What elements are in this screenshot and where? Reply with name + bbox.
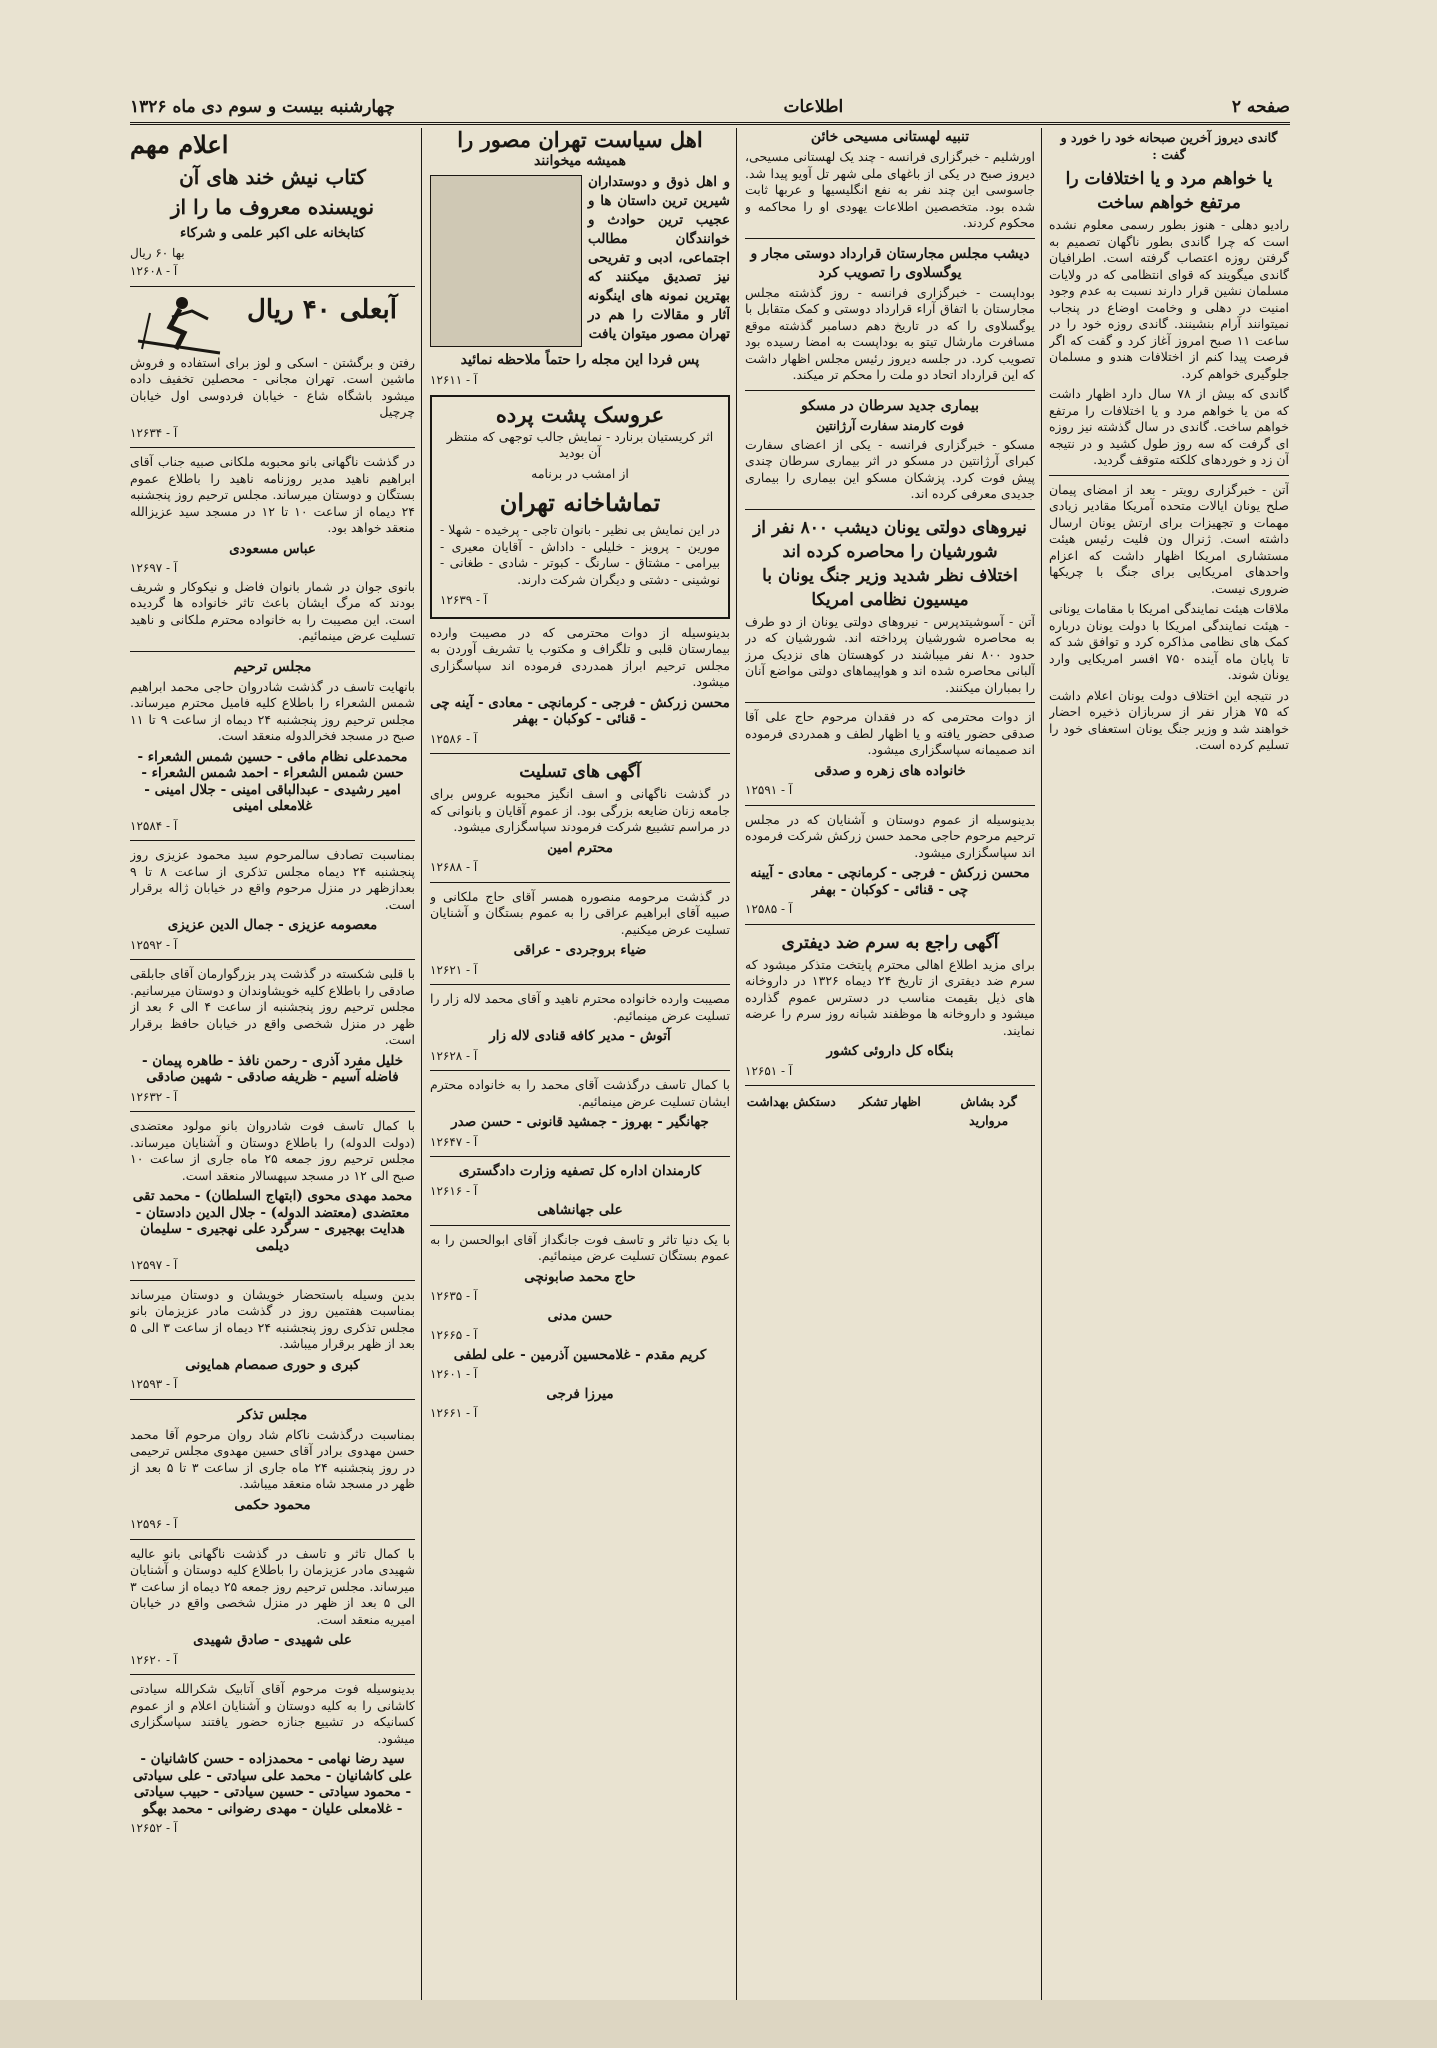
condolence-4-code: آ - ۱۲۶۴۷: [430, 1134, 478, 1149]
divider: [130, 1674, 415, 1675]
divider: [745, 238, 1035, 239]
condolence-1-code: آ - ۱۲۶۸۸: [430, 860, 478, 874]
column-news: [745, 128, 1035, 2014]
divider: [1049, 475, 1289, 476]
serum-code: آ - ۱۲۶۵۱: [745, 1063, 793, 1078]
tazakor-3: بدینوسیله فوت مرحوم آقای آتابیک شکرالله سیادتی کاشانی را به کلیه دوستان و آشنایان اعلام و از عموم کسانیکه در تشییع جنازه حضور یافتند سپاسگزاری میشود.: [130, 1681, 415, 1746]
portrait-image: [430, 175, 582, 347]
play-from-tonight: از امشب در برنامه: [531, 465, 629, 481]
condolence-3-sign: آتوش - مدیر کافه قنادی لاله زار: [489, 1028, 671, 1044]
gandhi-body-1: رادیو دهلی - هنوز بطور رسمی معلوم نشده است که چرا گاندی بطور ناگهان تصمیم به گرفتن روزه اعتصاب گرفته است. اطرافیان گاندی میگویند که قوای انتظامی که در ولایات مسلمان نشین قرار دارند نسبت به عدم وجود امنیت در دهلی و وخامت اوضاع در پنجاب نمیتوانند آرام بنشینند. گاندی روزه خود را در ساعت ۱۱ صبح امروز آغاز کرد و گفت که اگر فرصت پیدا کنم از اختلافات هندو و مسلمان جلوگیری خواهم کرد.: [1049, 217, 1289, 381]
thanks-ad-1-code: آ - ۱۲۵۹۱: [745, 783, 793, 797]
cancer-body: مسکو - خبرگزاری فرانسه - یکی از اعضای سفارت کبرای آرژانتین در مسکو در اثر بیماری سرطان چندی پیش فوت کرد. پزشکان مسکو این بیماری را بیماری جدیدی معرفی کرده اند.: [745, 436, 1035, 501]
greece-dispute-headline: اختلاف نظر شدید وزیر جنگ یونان با میسیون نظامی امریکا: [762, 565, 1018, 610]
divider: [745, 1085, 1035, 1086]
condolence-10-sign: میرزا فرجی: [546, 1385, 614, 1402]
tazakor-heading: مجلس تذکر: [237, 1406, 308, 1423]
greece-body-4: ملاقات هیئت نمایندگی امریکا با مقامات یونانی - هیئت نمایندگی امریکا با دولت یونان درباره کمک های نظامی مذاکره کرد و توافق شد که تا پایان ماه آینده ۷۵۰ افسر امریکایی وارد یونان شوند.: [1049, 601, 1289, 682]
tazakor-1-code: آ - ۱۲۵۹۶: [130, 1517, 178, 1531]
thanks-ad-3-code: آ - ۱۲۵۸۶: [430, 731, 478, 746]
column-world-news: [1049, 128, 1289, 2014]
majlis-3-sign: خلیل مفرد آذری - رحمن نافذ - طاهره پیمان - فاضله آسیم - ظریفه صادقی - شهین صادقی: [141, 1052, 404, 1085]
tazakor-2-sign: علی شهیدی - صادق شهیدی: [193, 1632, 352, 1648]
tazakor-3-code: آ - ۱۲۶۵۲: [130, 1821, 178, 1835]
page-header: [130, 92, 1290, 125]
hungary-headline: دیشب مجلس مجارستان قرارداد دوستی مجار و یوگسلاوی را تصویب کرد: [750, 245, 1030, 281]
notice-price: بها ۶۰ ریال: [130, 245, 185, 260]
divider: [130, 286, 415, 287]
thanks-ad-3: بدینوسیله از دوات محترمی که در مصیبت وارده بیمارستان قلبی و تلگراف و مکتوب یا تشریف آوردن به مجلس ترحیم ابراز همدردی فرموده اند سپاسگزاری میشود.: [430, 624, 730, 689]
tehran-mosavar-subheadline: همیشه میخوانند: [534, 153, 626, 169]
condolence-6-sign: علی جهانشاهی: [537, 1202, 623, 1218]
condolence-3: مصیبت وارده خانواده محترم ناهید و آقای محمد لاله زار را تسلیت عرض مینمائیم.: [430, 991, 730, 1023]
column-ads: [430, 128, 730, 2014]
divider: [430, 1156, 730, 1157]
divider: [430, 882, 730, 883]
gandhi-body-2: گاندی که بیش از ۷۸ سال دارد اظهار داشت که من یا خواهم مرد و یا اختلافات را مرتفع خواهم ساخت. گاندی در سال گذشته نیز روزه ای گرفت که سه روز طول کشید و در نتیجه آن زد و خوردهای کلکته متوقف گردید.: [1049, 386, 1289, 467]
condolence-4: با کمال تاسف درگذشت آقای محمد را به خانواده محترم ایشان تسلیت عرض مینمائیم.: [430, 1077, 730, 1109]
divider: [130, 1280, 415, 1281]
small-ads-row: [745, 1092, 1035, 1130]
thanks-ad-2: بدینوسیله از عموم دوستان و آشنایان که در مجلس ترحیم مرحوم حاجی محمد حسن زرکش شرکت فرموده اند سپاسگزاری میشود.: [745, 811, 1035, 860]
tazakor-1: بمناسبت درگذشت ناکام شاد روان مرحوم آقا محمد حسن مهدوی برادر آقای حسین مهدوی مجلس ترحیمی در روز پنجشنبه ۲۴ ماه جاری از ساعت ۳ تا ۵ بعد از ظهر در مسجد شاه منعقد میباشد.: [130, 1426, 415, 1491]
condolence-9-code: آ - ۱۲۶۰۱: [430, 1367, 478, 1381]
majlis-5-sign: کبری و حوری صمصام همایونی: [185, 1356, 360, 1373]
majlis-1-code: آ - ۱۲۵۸۴: [130, 818, 178, 833]
serum-sign: بنگاه کل داروئی کشور: [826, 1043, 954, 1059]
majlis-2-code: آ - ۱۲۵۹۲: [130, 937, 178, 952]
condolence-1: در گذشت ناگهانی و اسف انگیز محبوبه عروس برای جامعه زنان ضایعه بزرگی بود. از عموم آقایان و بانوانی که در مراسم تشییع شرکت فرمودند سپاسگزاری میشود.: [430, 786, 730, 834]
divider: [130, 959, 415, 960]
majlis-3: با قلبی شکسته در گذشت پدر بزرگوارمان آقای جابلقی صادقی را باطلاع کلیه خویشاوندان و دوستان میرسانیم. مجلس ترحیم روز پنجشنبه از ساعت ۴ الی ۶ بعد از ظهر در منزل شخصی واقع در خیابان حافظ برقرار است.: [130, 966, 415, 1047]
tehran-mosavar-body: و اهل ذوق و دوستداران شیرین ترین داستان ها و عجیب ترین حوادث و خوانندگان مطالب اجتماعی، ادبی و تفریحی نیز تصدیق میکنند که بهترین نمونه های اینگونه آثار و مقالات را هم در تهران مصور میتوان یافت: [588, 174, 730, 342]
thanks-ad-1: از دوات محترمی که در فقدان مرحوم حاج علی آقا صدقی حضور یافته و یا اظهار لطف و همدردی فرموده اند صمیمانه سپاسگزاری میشود.: [745, 709, 1035, 757]
cancer-subheadline: فوت کارمند سفارت آرژانتین: [815, 417, 965, 433]
condolence-5-code: آ - ۱۲۶۱۶: [430, 1183, 478, 1198]
condolence-10-code: آ - ۱۲۶۶۱: [430, 1406, 478, 1420]
majlis-heading: مجلس ترحیم: [233, 658, 312, 675]
page-bottom-edge: [0, 2000, 1437, 2048]
notice-code: آ - ۱۲۶۰۸: [130, 264, 178, 278]
column-rule: [421, 128, 422, 2014]
condolence-8-sign: حسن مدنی: [547, 1307, 613, 1324]
divider: [430, 1225, 730, 1226]
divider: [745, 702, 1035, 703]
notice-line-2: نویسنده معروف ما را از: [170, 195, 375, 219]
poland-body: اورشلیم - خبرگزاری فرانسه - چند یک لهستانی مسیحی، دیروز صبح در یکی از باغهای ملی شهر تل آویو پیدا شد. جاسوسی این چند نفر به نفع انگلیسیها و عربها ثابت شده بود. متخصصین اطلاعات یهودی او را محاکمه و محکوم کردند.: [745, 149, 1035, 230]
tehran-mosavar-headline: اهل سیاست تهران مصور را: [457, 128, 703, 152]
majlis-4: با کمال تاسف فوت شادروان بانو مولود معتضدی (دولت الدوله) را باطلاع دوستان و آشنایان میرساند. مجلس ترحیم روز جمعه ۲۵ ماه جاری از ساعت ۱۰ صبح الی ۱۲ در مسجد سپهسالار منعقد است.: [130, 1118, 415, 1183]
tehran-mosavar-code: آ - ۱۲۶۱۱: [430, 373, 478, 387]
greece-body-5: در نتیجه این اختلاف دولت یونان اعلام داشت که ۷۵ هزار نفر از سربازان ذخیره احضار خواهند شد و وزیر جنگ یونان استعفای خود را تسلیم کرده است.: [1049, 687, 1289, 752]
gandhi-headline: یا خواهم مرد و یا اختلافات را مرتفع خواهم ساخت: [1065, 169, 1273, 213]
skier-icon: [130, 293, 225, 355]
issue-date: چهارشنبه بیست و سوم دی ماه ۱۳۲۶: [130, 97, 395, 117]
page-number: صفحه ۲: [1231, 97, 1290, 117]
hungary-body: بوداپست - خبرگزاری فرانسه - روز گذشته مجلس مجارستان با اتفاق آراء قرارداد دوستی و کمک متقابل با یوگسلاوی را که در تاریخ دهم دسامبر گذشته موقع مسافرت مارشال تیتو به بوداپست به امضا رسیده بود تصویب کرد. در جلسه دیروز رئیس مجلس اظهار داشت که این قرارداد اتحاد دو ملت را محکم تر میکند.: [745, 284, 1035, 382]
condolence-7: با یک دنیا تاثر و تاسف فوت جانگداز آقای ابوالحسن را به عموم بستگان تسلیت عرض مینمائیم.: [430, 1231, 730, 1263]
condolence-4-sign: جهانگیر - بهروز - جمشید قانونی - حسن صدر: [451, 1114, 709, 1130]
thanks-ad-3-sign: محسن زرکش - فرجی - کرمانچی - معادی - آینه چی - قنائی - کوکبان - بهفر: [430, 694, 730, 727]
divider: [130, 1539, 415, 1540]
paper-name: اطلاعات: [783, 97, 844, 117]
death-notice-1-sign: عباس مسعودی: [229, 540, 316, 557]
column-rule: [736, 128, 737, 2014]
play-cast: در این نمایش بی نظیر - بانوان تاجی - پرخیده - شهلا - مورین - پرویز - خلیلی - داداش - آقایان معیری - بیرامی - مشتاق - سارنگ - کبوتر - شادی - طغانی - نوشینی - دشتی و دیگران شرکت دارند.: [440, 522, 720, 587]
majlis-5-code: آ - ۱۲۵۹۳: [130, 1377, 178, 1391]
majlis-1-sign: محمدعلی نظام مافی - حسین شمس الشعراء - حسن شمس الشعراء - احمد شمس الشعراء - امیر رشیدی - عبدالباقی امینی - جلال امینی - غلامعلی امینی: [137, 748, 408, 814]
condolence-heading: آگهی های تسلیت: [519, 762, 641, 782]
greece-headline: نیروهای دولتی یونان دیشب ۸۰۰ نفر از شورشیان را محاصره کرده اند: [753, 517, 1027, 562]
cancer-headline: بیماری جدید سرطان در مسکو: [800, 397, 980, 414]
divider: [430, 1070, 730, 1071]
divider: [130, 1111, 415, 1112]
divider: [130, 1399, 415, 1400]
divider: [130, 840, 415, 841]
notice-heading: اعلام مهم: [130, 130, 229, 159]
condolence-8-code: آ - ۱۲۶۶۵: [430, 1328, 478, 1342]
notice-publisher: کتابخانه علی اکبر علمی و شرکاء: [180, 225, 365, 241]
death-notice-1-code: آ - ۱۲۶۹۷: [130, 561, 178, 575]
small-ad-2: اظهار تشکر: [859, 1094, 921, 1109]
divider: [130, 651, 415, 652]
play-subtitle: اثر کریستیان برنارد - نمایش جالب توجهی که منتظر آن بودید: [446, 428, 714, 460]
theater-ad: [430, 395, 730, 619]
serum-headline: آگهی راجع به سرم ضد دیفتری: [781, 932, 999, 953]
notice-line-1: کتاب نیش خند های آن: [179, 165, 366, 189]
majlis-4-sign: محمد مهدی محوی (ابتهاج السلطان) - محمد تقی معتضدی (معتضد الدوله) - جلال الدین دادستان - هدایت بهجیری - سرگرد علی نهجیری - سلیمان دیلمی: [132, 1188, 413, 1254]
majlis-5: بدین وسیله باستحضار خویشان و دوستان میرساند بمناسبت هفتمین روز در گذشت مادر عزیزمان بانو مجلس تذکری روز پنجشنبه ۲۴ دیماه از ساعت ۳ الی ۵ بعد از ظهر برقرار میباشد.: [130, 1286, 415, 1351]
greece-body-3: آتن - خبرگزاری رویتر - بعد از امضای پیمان صلح یونان ایالات متحده آمریکا مقادیر زیادی مهمات و تجهیزات برای ارتش یونان ارسال داشته است. ژنرال ون فلیت رئیس هیئت مستشاری امریکا اظهار داشت که اعزام واحدهای امریکایی برای جنگ با چریکها ضروری نیست.: [1049, 481, 1289, 596]
tehran-mosavar-cta: پس فردا این مجله را حتماً ملاحظه نمائید: [460, 352, 700, 368]
thanks-ad-2-code: آ - ۱۲۵۸۵: [745, 902, 793, 916]
condolence-3-code: آ - ۱۲۶۲۸: [430, 1048, 478, 1063]
divider: [745, 924, 1035, 925]
condolence-1-sign: محترم امین: [547, 839, 613, 856]
gandhi-lead: گاندی دیروز آخرین صبحانه خود را خورد و گفت :: [1060, 130, 1278, 162]
serum-body: برای مزید اطلاع اهالی محترم پایتخت متذکر میشود که سرم ضد دیفتری از تاریخ ۲۴ دیماه ۱۳۲۶ در داروخانه های ذیل بقیمت مناسب در دسترس عموم گذارده میشود و داروخانه ها موظفند شبانه روز سرم را عرضه نمایند.: [745, 956, 1035, 1038]
majlis-4-code: آ - ۱۲۵۹۷: [130, 1258, 178, 1272]
thanks-ad-2-sign: محسن زرکش - فرجی - کرمانچی - معادی - آیینه چی - قنائی - کوکبان - بهفر: [750, 865, 1030, 898]
majlis-1: بانهایت تاسف در گذشت شادروان حاجی محمد ابراهیم شمس الشعراء را باطلاع کلیه فامیل محترم میرساند. مجلس ترحیم روز پنجشنبه ۲۴ دیماه از ساعت ۹ تا ۱۱ صبح در مسجد فخرالدوله منعقد است.: [130, 678, 415, 743]
tazakor-1-sign: محمود حکمی: [234, 1496, 311, 1513]
majlis-2-sign: معصومه عزیزی - جمال الدین عزیزی: [167, 917, 378, 933]
small-ad-1: گرد بشاش مروارید: [960, 1094, 1017, 1128]
poland-headline: تنبیه لهستانی مسیحی خائن: [810, 129, 970, 145]
ski-ad-code: آ - ۱۲۶۳۴: [130, 425, 178, 440]
ski-ad-title: آبعلی ۴۰ ریال: [247, 294, 397, 325]
condolence-2-sign: ضیاء بروجردی - عراقی: [513, 942, 647, 958]
column-notices: [130, 128, 415, 2014]
ski-ad-body: رفتن و برگشتن - اسکی و لوز برای استفاده و فروش ماشین است. تهران مجانی - محصلین تخفیف داده میشود باشگاه شاع - خیابان فردوسی اول خیابان چرچیل: [130, 354, 415, 419]
condolence-9-sign: کریم مقدم - غلامحسین آذرمین - علی لطفی: [453, 1346, 707, 1363]
condolence-7-code: آ - ۱۲۶۳۵: [430, 1289, 478, 1303]
tazakor-3-sign: سید رضا نهامی - محمدزاده - حسن کاشانیان - علی کاشانیان - محمد علی سیادتی - علی سیادتی - محمود سیادتی - حسین سیادتی - حبیب سیادتی - غلامعلی علیان - مهدی رضوانی - محمد بهگو: [132, 1751, 413, 1817]
divider: [430, 753, 730, 754]
divider: [430, 984, 730, 985]
majlis-2: بمناسبت تصادف سالمرحوم سید محمود عزیزی روز پنجشنبه ۲۴ دیماه مجلس تذکری از ساعت ۸ تا ۹ بعدازظهر در منزل مرحوم واقع در خیابان ژاله برقرار است.: [130, 847, 415, 912]
divider: [130, 447, 415, 448]
condolence-7-sign: حاج محمد صابونچی: [524, 1268, 636, 1285]
small-ad-3: دستکش بهداشت: [746, 1094, 836, 1109]
tazakor-2: با کمال تاثر و تاسف در گذشت ناگهانی بانو عالیه شهیدی مادر عزیزمان را باطلاع کلیه دوستان و آشنایان میرساند. مجلس ترحیم روز جمعه ۲۵ دیماه از ساعت ۳ الی ۵ بعد از ظهر در منزل شخصی واقع در خیابان امیریه منعقد است.: [130, 1545, 415, 1627]
divider: [745, 509, 1035, 510]
theater-name: تماشاخانه تهران: [499, 488, 661, 517]
condolence-5-sign: کارمندان اداره کل تصفیه وزارت دادگستری: [458, 1163, 702, 1179]
divider: [745, 805, 1035, 806]
column-rule: [1041, 128, 1042, 2014]
theater-code: آ - ۱۲۶۳۹: [440, 593, 488, 607]
condolence-2: در گذشت مرحومه منصوره همسر آقای حاج ملکانی و صبیه آقای ابراهیم عراقی را به عموم بستگان و آشنایان تسلیت عرض میکنیم.: [430, 888, 730, 937]
death-notice-1: در گذشت ناگهانی بانو محبوبه ملکانی صبیه جناب آقای ابراهیم ناهید مدیر روزنامه ناهید را باطلاع عموم بستگان و دوستان میرساند. مجلس ترحیم روز پنجشنبه ۲۴ دیماه از ساعت ۱۰ تا ۱۲ در مسجد سید عزیزالله منعقد خواهد بود.: [130, 454, 415, 535]
thanks-ad-1-sign: خانواده های زهره و صدقی: [814, 762, 966, 779]
greece-body: آتن - آسوشیتدپرس - نیروهای دولتی یونان از دو طرف به محاصره شورشیان پرداخته اند. شورشیان که در حدود ۸۰۰ نفر میباشند در کوهستان های نزدیک مرز آلبانی محاصره شده اند و هواپیماهای دولتی مواضع آنان را بمباران میکنند.: [745, 613, 1035, 695]
majlis-3-code: آ - ۱۲۶۳۲: [130, 1089, 178, 1104]
divider: [745, 390, 1035, 391]
condolence-2-code: آ - ۱۲۶۲۱: [430, 962, 478, 977]
death-notice-2: بانوی جوان در شمار بانوان فاضل و نیکوکار و شریف بودند که مرگ ایشان باعث تاثر خانواده ها گردیده است. این مصیبت را به خانواده محترم ملکانی و ناهید تسلیت عرض مینمائیم.: [130, 578, 415, 643]
tazakor-2-code: آ - ۱۲۶۲۰: [130, 1652, 178, 1667]
play-title: عروسک پشت پرده: [495, 401, 665, 427]
